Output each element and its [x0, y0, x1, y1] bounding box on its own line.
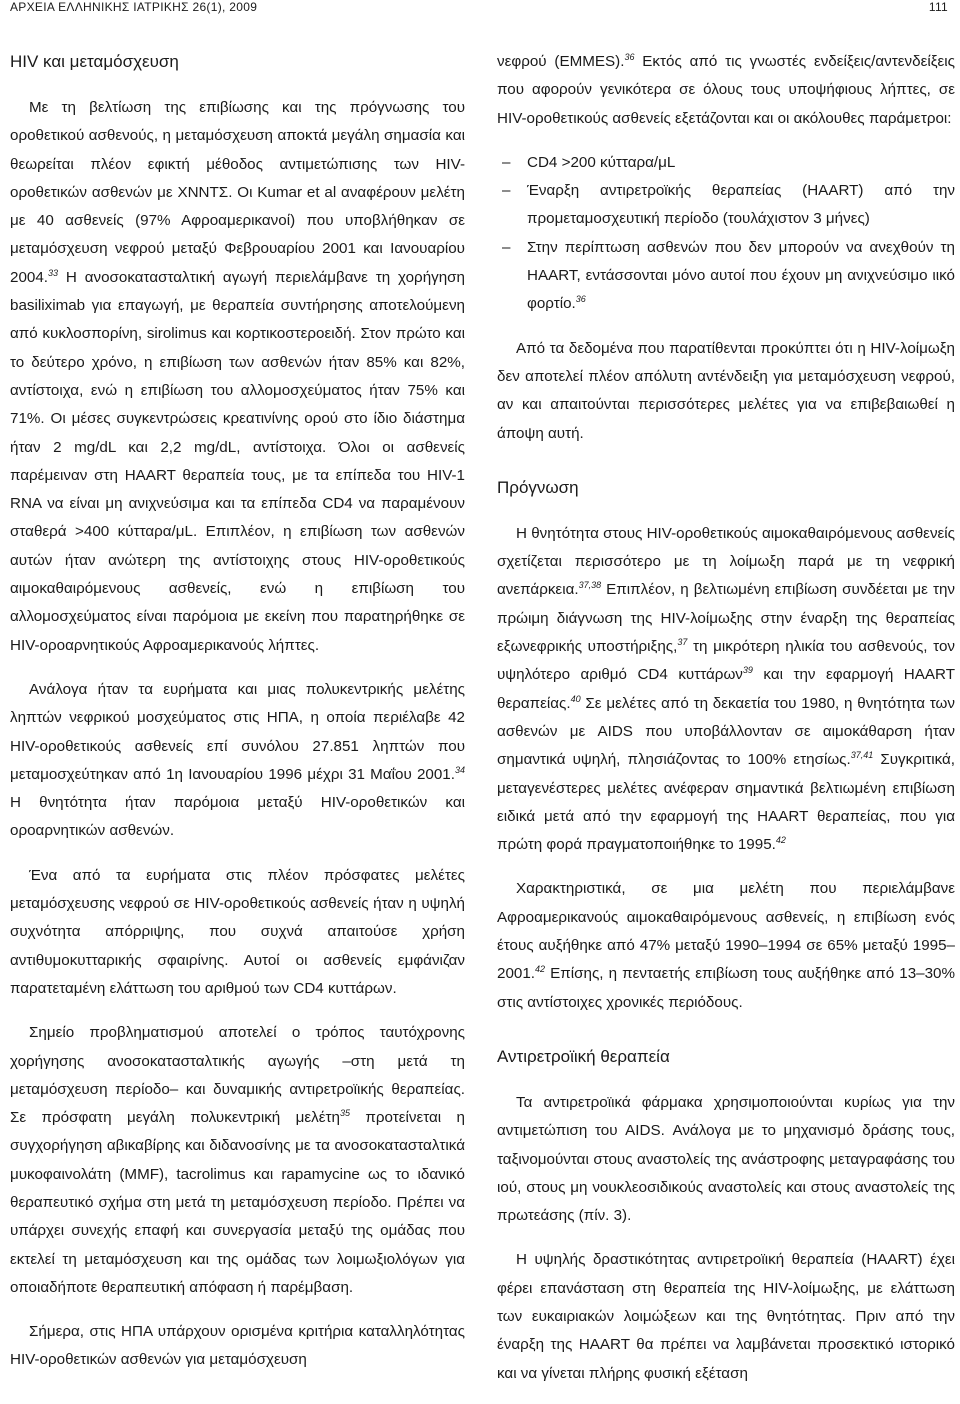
paragraph: [497, 520, 955, 860]
section-heading-prognosis: Πρόγνωση: [497, 477, 579, 497]
paragraph: Ένα από τα ευρήματα στις πλέον πρόσφατες μελέτες μεταμόσχευσης νεφρού σε HIV-οροθετικούς ασθενείς ήταν η υψηλή συχνότητα απόρριψης, που συχνά απαιτούσε χρήση αντιθυμοκυτταρικής σφαιρίνης. Αυτοί οι ασθενείς εμφάνιζαν παρατεταμένη ελάττωση του αριθμού των CD4 κυττάρων.: [10, 866, 465, 997]
paragraph: Σήμερα, στις ΗΠΑ υπάρχουν ορισμένα κριτήρια καταλληλότητας HIV-οροθετικών ασθενών για μεταμόσχευση: [10, 1323, 465, 1369]
section-heading-antiretroviral: Αντιρετροϊική θεραπεία: [497, 1046, 670, 1066]
running-head: [0, 0, 960, 14]
citation-ref: 39: [742, 665, 753, 676]
citation-ref: 40: [570, 693, 581, 704]
text-run: Σημείο προβληματισμού αποτελεί ο τρόπος ταυτόχρονης χορήγησης ανοσοκατασταλτικής αγωγής –στη μετά τη μεταμόσχευση περίοδο– και δυναμικής αντιρετροϊικής θεραπείας. Σε πρόσφατη μεγάλη πολυκεντρική μελέτη: [10, 1024, 465, 1127]
citation-ref: 37,38: [578, 580, 602, 591]
text-run: Με τη βελτίωση της επιβίωσης και της πρόγνωσης του οροθετικού ασθενούς, η μεταμόσχευση αποκτά μεγάλη σημασία και θεωρείται πλέον εφικτή μέθοδος αντιμετώπισης των HIV-οροθετικών ασθενών με ΧΝΝΤΣ. Οι Kumar et al αναφέρουν μελέτη με 40 ασθενείς (97% Αφροαμερικανοί) που υποβλήθηκαν σε μεταμόσχευση νεφρού μεταξύ Φεβρουαρίου 2001 και Ιανουαρίου 2004.: [10, 99, 465, 286]
paragraph: [10, 94, 465, 660]
text-run: Ανάλογα ήταν τα ευρήματα και μιας πολυκεντρικής μελέτης ληπτών νεφρικού μοσχεύματος στις ΗΠΑ, η οποία περιέλαβε 42 HIV-οροθετικούς ασθενείς επί συνόλου 27.851 ληπτών που μεταμοσχεύτηκαν από 1η Ιανουαρίου 1996 μέχρι 31 Μαΐου 2001.: [10, 680, 465, 783]
section-heading-hiv-transplant: HIV και μεταμόσχευση: [10, 52, 179, 71]
text-run: Επιπλέον, η βελτιωμένη επιβίωση συνδέεται με την πρώιμη διάγνωση της HIV-λοίμωξης στην έναρξη της θεραπείας εξωνεφρικής υποστήριξης,: [497, 581, 955, 656]
text-run: Συγκριτικά, μεταγενέστερες μελέτες ανέφεραν σημαντικά βελτιωμένη επιβίωση ειδικά μετά από την εφαρμογή της HAART θεραπείας, που για πρώτη φορά πραγματοποιήθηκε το 1995.: [497, 751, 956, 854]
citation-ref: 42: [775, 835, 786, 846]
paragraph: Η υψηλής δραστικότητας αντιρετροϊική θεραπεία (HAART) έχει φέρει επανάσταση στη θεραπεία της HIV-λοίμωξης, με ελάττωση των ευκαιριακών λοιμώξεων και της θνητότητας. Πριν από την έναρξη της HAART θα πρέπει να λαμβάνεται προσεκτικό ιστορικό και να γίνεται πλήρης φυσική εξέταση: [497, 1251, 955, 1382]
citation-ref: 33: [48, 267, 59, 278]
citation-ref: 36: [624, 52, 635, 62]
right-column: [497, 48, 955, 1404]
page-number: 111: [928, 0, 948, 14]
text-run: Η ανοσοκατασταλτική αγωγή περιελάμβανε τη χορήγηση basiliximab για επαγωγή, με θεραπεία συντήρησης αποτελούμενη από κυκλοσπορίνη, sirolimus και κορτικοστεροειδή. Στον πρώτο και το δεύτερο χρόνο, η επιβίωση των ασθενών ήταν 85% και 82%, αντίστοιχα, ενώ η επιβίωση του αλλομοσχεύματος ήταν 75% και 71%. Οι μέσες συγκεντρώσεις κρεατινίνης ορού στο ίδιο διάστημα ήταν 2 mg/dL και 2,2 mg/dL, αντίστοιχα. Όλοι οι ασθενείς παρέμειναν στη HAART θεραπεία τους, με τα επίπεδα του HIV-1 RNA να είναι μη ανιχνεύσιμα και τα επίπεδα CD4 να παραμένουν σταθερά >400 κύτταρα/μL. Επιπλέον, η επιβίωση των ασθενών αυτών ήταν ανώτερη της αντίστοιχης στους HIV-οροθετικούς αιμοκαθαιρόμενους ασθενείς, ενώ η επιβίωση του αλλομοσχεύματος είναι παρόμοια με εκείνη που παρατηρήθηκε σε HIV-οροαρνητικούς Αφροαμερικανούς λήπτες.: [10, 268, 465, 654]
citation-ref: 37,41: [850, 750, 874, 761]
text-run: Χαρακτηριστικά, σε μια μελέτη που περιελάμβανε Αφροαμερικανούς αιμοκαθαιρόμενους ασθενείς, η επιβίωση ενός έτους αυξήθηκε από 47% μεταξύ 1990–1994 σε 65% μεταξύ 1995–2001.: [497, 880, 955, 983]
criteria-list: [497, 149, 955, 319]
paragraph: [497, 875, 955, 1016]
list-item: [497, 234, 955, 319]
citation-ref: 36: [575, 294, 586, 305]
journal-citation: ΑΡΧΕΙΑ ΕΛΛΗΝΙΚΗΣ ΙΑΤΡΙΚΗΣ 26(1), 2009: [10, 0, 258, 14]
text-run: Η θνητότητα ήταν παρόμοια μεταξύ HIV-οροθετικών και οροαρνητικών ασθενών.: [10, 794, 465, 840]
text-run: προτείνεται η συγχορήγηση αβικαβίρης και διδανοσίνης με τα ανοσοκατασταλτικά μυκοφαινολάτη (MMF), tacrolimus και rapamycine ως το ιδανικό θεραπευτικό σχήμα στη μετά τη μεταμόσχευση περίοδο. Πρέπει να υπάρχει συνεχής επαφή και συνεργασία μεταξύ της ομάδας που εκτελεί τη μεταμόσχευση και της ομάδας των λοιμωξιολόγων για οποιαδήποτε θεραπευτική απόφαση ή παρέμβαση.: [10, 1109, 465, 1296]
text-run: Στην περίπτωση ασθενών που δεν μπορούν να ανεχθούν τη HAART, εντάσσονται μόνο αυτοί που έχουν μη ανιχνεύσιμο ιικό φορτίο.: [527, 238, 955, 313]
citation-ref: 42: [535, 964, 546, 975]
text-run: νεφρού (EMMES).: [497, 53, 625, 70]
paragraph: [497, 48, 955, 133]
text-run: Σε μελέτες από τη δεκαετία του 1980, η θνητότητα των ασθενών με AIDS που υποβάλλονταν σε αιμοκάθαρση ήταν σημαντικά υψηλή, πλησιάζοντας το 100% ετησίως.: [497, 694, 955, 769]
left-column: [10, 50, 465, 1391]
citation-ref: 34: [454, 764, 465, 775]
paragraph: Τα αντιρετροϊικά φάρμακα χρησιμοποιούνται κυρίως για την αντιμετώπιση του AIDS. Ανάλογα με το μηχανισμό δράσης τους, ταξινομούνται στους αναστολείς της ανάστροφης μεταγραφάσης του ιού, στους μη νουκλεοσιδικούς αναστολείς και στους αναστολείς της πρωτεάσης (πίν. 3).: [497, 1093, 955, 1225]
paragraph: [10, 1019, 465, 1302]
text-run: και την εφαρμογή HAART θεραπείας.: [497, 666, 955, 712]
text-run: Εκτός από τις γνωστές ενδείξεις/αντενδείξεις που αφορούν γενικότερα σε όλους τους υποψήφιους λήπτες, σε HIV-οροθετικούς ασθενείς εξετάζονται και οι ακόλουθες παράμετροι:: [497, 53, 955, 127]
list-item: – CD4 >200 κύτταρα/μL: [497, 149, 955, 177]
paragraph: Από τα δεδομένα που παρατίθενται προκύπτει ότι η HIV-λοίμωξη δεν αποτελεί πλέον απόλυτη αντένδειξη για μεταμόσχευση νεφρού, αν και απαιτούνται περισσότερες μελέτες για να επιβεβαιωθεί η άποψη αυτή.: [497, 339, 955, 442]
list-item: – Έναρξη αντιρετροϊκής θεραπείας (HAART) από την προμεταμοσχευτική περίοδο (τουλάχιστον 3 μήνες): [497, 177, 955, 234]
paragraph: [10, 676, 465, 846]
text-run: τη μικρότερη ηλικία του ασθενούς, τον υψηλότερο αριθμό CD4 κυττάρων: [497, 638, 955, 684]
citation-ref: 37: [677, 637, 688, 648]
text-run: Επίσης, η πενταετής επιβίωση τους αυξήθηκε από 13–30% στις αντίστοιχες χρονικές περιόδους.: [497, 965, 955, 1011]
citation-ref: 35: [339, 1108, 350, 1119]
text-run: Η θνητότητα στους HIV-οροθετικούς αιμοκαθαιρόμενους ασθενείς σχετίζεται περισσότερο με τη λοίμωξη παρά με τη νεφρική ανεπάρκεια.: [497, 524, 956, 599]
